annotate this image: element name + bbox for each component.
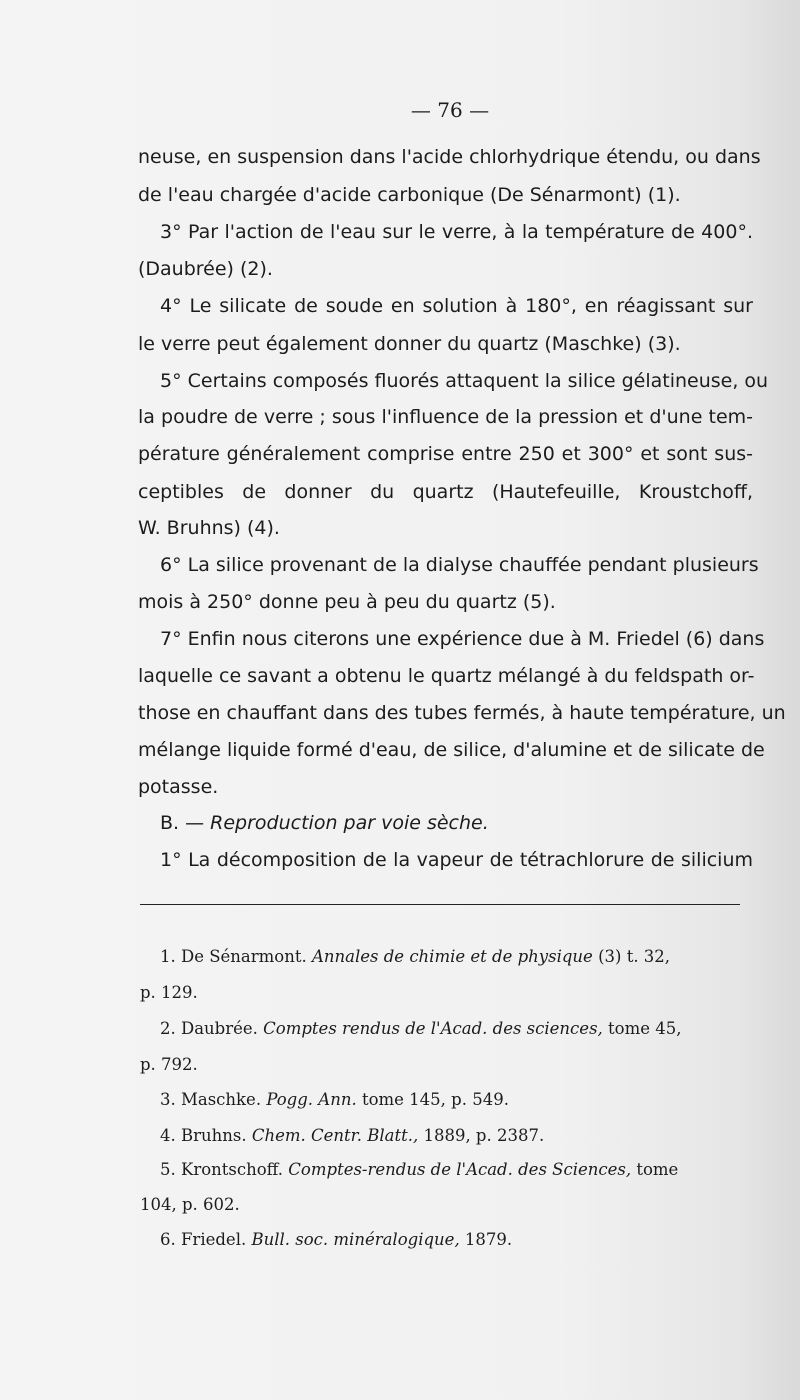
page-number: — 76 — (410, 98, 490, 122)
body-line: 4° Le silicate de soude en solution à 180°, en réagissant sur (160, 295, 753, 317)
body-line: 1° La décomposition de la vapeur de tétrachlorure de silicium (160, 849, 753, 871)
body-line: ceptibles de donner du quartz (Hautefeuille, Kroustchoff, (138, 481, 753, 503)
section-label: B. — (160, 812, 211, 834)
body-line: de l'eau chargée d'acide carbonique (De Sénarmont) (1). (138, 184, 681, 206)
body-line: W. Bruhns) (4). (138, 517, 280, 539)
footnote: 4. Bruhns. Chem. Centr. Blatt., 1889, p. 2387. (160, 1126, 545, 1145)
body-line: 5° Certains composés fluorés attaquent la silice gélatineuse, ou (160, 370, 769, 392)
footnote-continuation: 104, p. 602. (140, 1195, 240, 1214)
footnote: 6. Friedel. Bull. soc. minéralogique, 1879. (160, 1230, 513, 1249)
footnote: 3. Maschke. Pogg. Ann. tome 145, p. 549. (160, 1090, 509, 1109)
body-line: 3° Par l'action de l'eau sur le verre, à la température de 400°. (160, 221, 753, 243)
body-line: le verre peut également donner du quartz (Maschke) (3). (138, 333, 681, 355)
body-line: laquelle ce savant a obtenu le quartz mélangé à du feldspath or- (138, 665, 755, 687)
footnote: 5. Krontschoff. Comptes-rendus de l'Acad. des Sciences, tome (160, 1160, 679, 1179)
body-line: pérature généralement comprise entre 250 et 300° et sont sus- (138, 443, 753, 465)
footnote: 1. De Sénarmont. Annales de chimie et de physique (3) t. 32, (160, 947, 671, 966)
body-line: mélange liquide formé d'eau, de silice, d'alumine et de silicate de (138, 739, 765, 761)
body-line: potasse. (138, 776, 219, 798)
body-line: neuse, en suspension dans l'acide chlorhydrique étendu, ou dans (138, 146, 761, 168)
body-line: (Daubrée) (2). (138, 258, 273, 280)
body-line: those en chauffant dans des tubes fermés, à haute température, un (138, 702, 786, 724)
footnote-divider (140, 904, 740, 905)
footnote-continuation: p. 129. (140, 983, 198, 1002)
body-line: la poudre de verre ; sous l'influence de la pression et d'une tem- (138, 406, 753, 428)
section-title: Reproduction par voie sèche. (210, 812, 489, 834)
body-line: 7° Enfin nous citerons une expérience due à M. Friedel (6) dans (160, 628, 765, 650)
footnote: 2. Daubrée. Comptes rendus de l'Acad. des sciences, tome 45, (160, 1019, 682, 1038)
body-line: 6° La silice provenant de la dialyse chauffée pendant plusieurs (160, 554, 759, 576)
body-line: mois à 250° donne peu à peu du quartz (5). (138, 591, 556, 613)
section-heading (160, 811, 489, 835)
footnote-continuation: p. 792. (140, 1055, 198, 1074)
